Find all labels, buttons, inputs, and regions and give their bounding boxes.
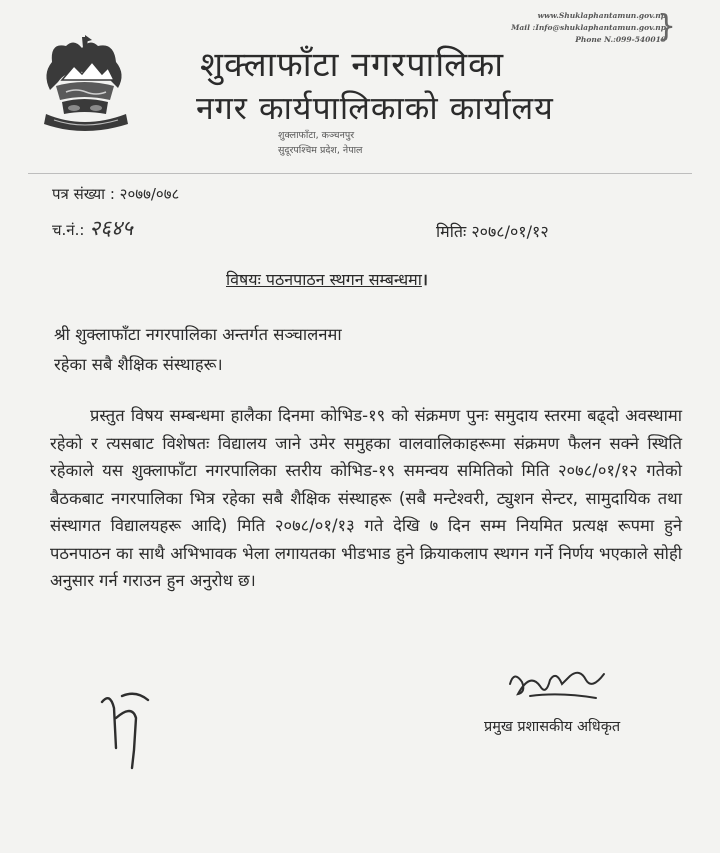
- letter-number-value: २०७७/०७८: [119, 185, 180, 203]
- phone-text: Phone N.:099-540010: [575, 35, 666, 44]
- body-paragraph: प्रस्तुत विषय सम्बन्धमा हालैका दिनमा कोभिड-१९ को संक्रमण पुनः समुदाय स्तरमा बढ्दो अवस्थामा रहेको र त्यसबाट विशेषतः विद्यालय जाने उमेर समुहका वालवालिकाहरूमा संक्रमण फैलन सक्ने स्थिति रहेकाले यस शुक्लाफाँटा नगरपालिका स्तरीय कोभिड-१९ समन्वय समितिको मिति २०७८/०१/१२ गतेको बैठकबाट नगरपालिका भित्र रहेका सबै शैक्षिक संस्थाहरू (सबै मन्टेश्वरी, ट्युशन सेन्टर, सामुदायिक तथा संस्थागत विद्यालयहरू आदि) मिति २०७८/०१/१३ गते देखि ७ दिन सम्म नियमित प्रत्यक्ष रूपमा हुने पठनपाठन का साथै अभिभावक भेला लगायतका भीडभाड हुने क्रियाकलाप स्थगन गर्ने निर्णय भएकाले सोही अनुसार गर्न गराउन हुन अनुरोध छ।: [50, 406, 682, 590]
- subject-terminator: ।: [421, 270, 428, 289]
- dispatch-number-label: च.नं.:: [52, 221, 85, 239]
- address-line-1: शुक्लाफाँटा, कञ्चनपुर: [278, 130, 355, 141]
- letter-date-label: मितिः: [436, 222, 467, 241]
- addressee-block: [54, 320, 342, 380]
- letter-number: [52, 184, 179, 204]
- addressee-line-1: श्री शुक्लाफाँटा नगरपालिका अन्तर्गत सञ्चालनमा: [54, 325, 342, 344]
- letter-date: [436, 220, 549, 242]
- contact-brace: }: [656, 9, 676, 44]
- letter-date-value: २०७८/०१/१२: [471, 222, 549, 241]
- municipality-name: शुक्लाफाँटा नगरपालिका: [200, 45, 505, 85]
- letter-body: [50, 402, 682, 595]
- officer-signature: [500, 662, 620, 706]
- office-name: नगर कार्यपालिकाको कार्यालय: [196, 89, 554, 127]
- website-text: www.Shuklaphantamun.gov.np: [537, 11, 666, 20]
- office-address: [278, 128, 363, 158]
- address-line-2: सुदूरपश्चिम प्रदेश, नेपाल: [278, 145, 363, 156]
- header-divider: [28, 173, 692, 174]
- contact-info: [511, 10, 666, 46]
- officer-designation: प्रमुख प्रशासकीय अधिकृत: [484, 719, 621, 735]
- mail-text: Mail :Info@shuklaphantamun.gov.np: [511, 23, 666, 32]
- initials-mark: [92, 688, 158, 770]
- addressee-line-2: रहेका सबै शैक्षिक संस्थाहरू।: [54, 355, 223, 374]
- nepal-government-emblem-icon: [36, 34, 136, 138]
- letter-number-label: पत्र संख्या :: [52, 185, 115, 203]
- dispatch-number-value: २६४५: [89, 216, 133, 240]
- subject-line: [226, 268, 428, 290]
- subject-text: विषयः पठनपाठन स्थगन सम्बन्धमा: [226, 270, 422, 289]
- dispatch-number: [52, 214, 133, 242]
